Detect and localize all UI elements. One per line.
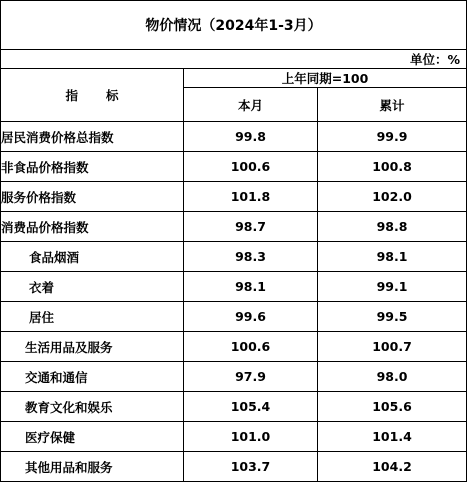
- row-indicator: 交通和通信: [1, 362, 184, 392]
- row-cumulative: 102.0: [318, 182, 467, 212]
- table-title: 物价情况（2024年1-3月）: [1, 1, 467, 50]
- col-cumulative-header: 累计: [318, 88, 467, 122]
- row-indicator: 居民消费价格总指数: [1, 122, 184, 152]
- row-month: 100.6: [184, 332, 318, 362]
- row-month: 98.7: [184, 212, 318, 242]
- indicator-header-b: 标: [106, 88, 119, 103]
- table-row: [1, 422, 467, 452]
- row-month: 98.1: [184, 272, 318, 302]
- table-row: [1, 362, 467, 392]
- row-indicator: 居住: [1, 302, 184, 332]
- row-month: 97.9: [184, 362, 318, 392]
- row-month: 101.8: [184, 182, 318, 212]
- row-cumulative: 101.4: [318, 422, 467, 452]
- row-indicator: 教育文化和娱乐: [1, 392, 184, 422]
- table-row: [1, 332, 467, 362]
- row-cumulative: 100.7: [318, 332, 467, 362]
- indicator-header-a: 指: [65, 88, 78, 103]
- row-month: 105.4: [184, 392, 318, 422]
- header-row-1: [1, 69, 467, 88]
- row-indicator: 生活用品及服务: [1, 332, 184, 362]
- unit-row: [1, 50, 467, 69]
- row-indicator: 服务价格指数: [1, 182, 184, 212]
- row-month: 101.0: [184, 422, 318, 452]
- row-cumulative: 98.1: [318, 242, 467, 272]
- row-indicator: 其他用品和服务: [1, 452, 184, 482]
- table-row: [1, 272, 467, 302]
- row-month: 103.7: [184, 452, 318, 482]
- row-cumulative: 98.0: [318, 362, 467, 392]
- table-row: [1, 122, 467, 152]
- row-cumulative: 98.8: [318, 212, 467, 242]
- row-indicator: 非食品价格指数: [1, 152, 184, 182]
- row-cumulative: 104.2: [318, 452, 467, 482]
- row-indicator: 衣着: [1, 272, 184, 302]
- table-row: [1, 152, 467, 182]
- table-row: [1, 392, 467, 422]
- table-row: [1, 302, 467, 332]
- unit-label: 单位：%: [1, 50, 467, 69]
- row-cumulative: 100.8: [318, 152, 467, 182]
- row-month: 100.6: [184, 152, 318, 182]
- row-cumulative: 99.9: [318, 122, 467, 152]
- row-cumulative: 99.5: [318, 302, 467, 332]
- row-indicator: 食品烟酒: [1, 242, 184, 272]
- group-header: 上年同期=100: [184, 69, 467, 88]
- row-indicator: 消费品价格指数: [1, 212, 184, 242]
- col-month-header: 本月: [184, 88, 318, 122]
- row-cumulative: 99.1: [318, 272, 467, 302]
- row-month: 98.3: [184, 242, 318, 272]
- table-row: [1, 452, 467, 482]
- table-row: [1, 212, 467, 242]
- indicator-header: [1, 69, 184, 122]
- row-month: 99.6: [184, 302, 318, 332]
- title-row: [1, 1, 467, 50]
- row-cumulative: 105.6: [318, 392, 467, 422]
- table-row: [1, 182, 467, 212]
- row-month: 99.8: [184, 122, 318, 152]
- row-indicator: 医疗保健: [1, 422, 184, 452]
- table-row: [1, 242, 467, 272]
